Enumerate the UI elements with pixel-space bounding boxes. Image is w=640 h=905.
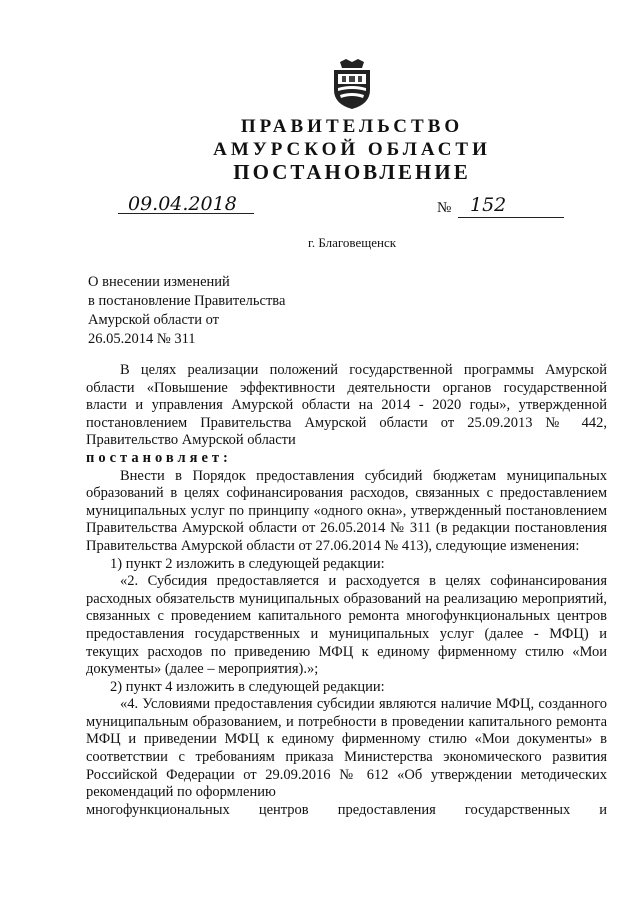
subject-line: 26.05.2014 № 311: [88, 331, 196, 347]
document-body: [86, 362, 607, 819]
subject-block: [88, 273, 348, 349]
region-heading: АМУРСКОЙ ОБЛАСТИ: [213, 139, 491, 160]
number-label: №: [437, 200, 452, 216]
resolves-word: постановляет:: [86, 449, 232, 466]
subject-line: в постановление Правительства: [88, 293, 286, 309]
document-type-heading: ПОСТАНОВЛЕНИЕ: [233, 160, 471, 184]
subject-line: Амурской области от: [88, 312, 220, 328]
item-1: 1) пункт 2 изложить в следующей редакции:: [110, 555, 385, 572]
coat-of-arms-emblem: [330, 58, 374, 110]
government-heading: ПРАВИТЕЛЬСТВО: [240, 116, 464, 137]
intro-paragraph: В целях реализации положений государственной программы Амурской области «Повышение эффективности деятельности органов государственной власти и управления Амурской области на 2014 - 2020 годы», утвержденной постановлением Правительства Амурской области от 25.09.2013 № 442, Правительство Амурской области: [86, 362, 607, 449]
paragraph-main-changes: Внести в Порядок предоставления субсидий бюджетам муниципальных образований в целях софинансирования расходов, связанных с предоставлением муниципальных услуг по принципу «одного окна», утвержденный постановлением Правительства Амурской области от 26.05.2014 № 311 (в редакции постановления Правительства Амурской области от 27.06.2014 № 413), следующие изменения:: [86, 467, 607, 554]
number-underline: [458, 217, 564, 218]
quote-point-2: «2. Субсидия предоставляется и расходуется в целях софинансирования расходных обязательств муниципальных образований на реализацию мероприятий, связанных с проведением капитального ремонта многофункциональных центров предоставления государственных и муниципальных услуг (далее - МФЦ) и текущих расходов по приведению МФЦ к единому фирменному стилю «Мои документы» (далее – мероприятия).»;: [86, 573, 607, 678]
subject-line: О внесении изменений: [88, 274, 230, 290]
handwritten-date: 09.04.2018: [128, 193, 237, 215]
quote-point-4: «4. Условиями предоставления субсидии являются наличие МФЦ, созданного муниципальным образованием, и потребности в проведении капитального ремонта МФЦ и приведении МФЦ к единому фирменному стилю «Мои документы» в соответствии с требованиям приказа Министерства экономического развития Российской Федерации от 29.09.2016 № 612 «Об утверждении методических рекомендаций по оформлению: [86, 696, 607, 801]
quote-point-4-last-line: многофункциональных центров предоставления государственных и: [86, 801, 607, 818]
item-2: 2) пункт 4 изложить в следующей редакции:: [110, 678, 385, 695]
handwritten-number: 152: [470, 194, 507, 216]
date-underline: [118, 213, 254, 214]
city-line: г. Благовещенск: [307, 235, 397, 250]
